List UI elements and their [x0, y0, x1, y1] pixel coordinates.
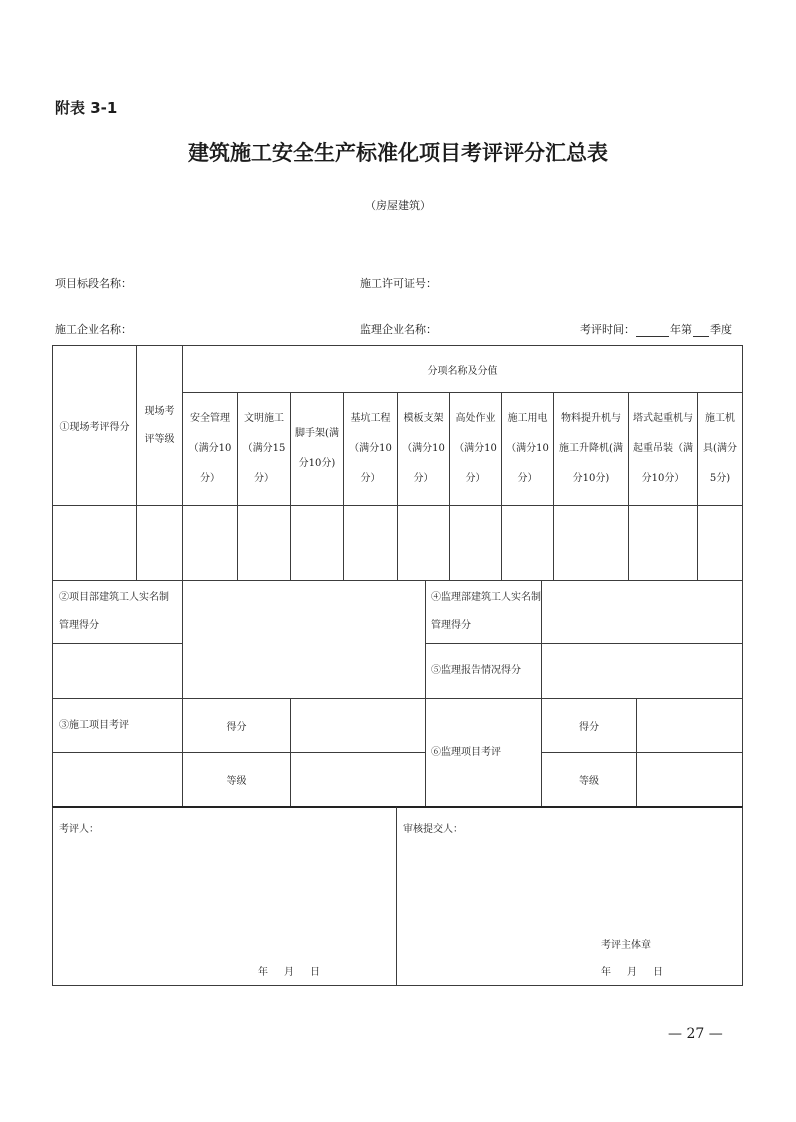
supervision-realname-header [425, 580, 542, 644]
onsite-score-label: ①现场考评得分 [59, 422, 130, 433]
construction-score-header [182, 698, 291, 753]
page-number: — 27 — [668, 1026, 723, 1042]
supervision-report-score-cell [541, 643, 743, 699]
supervision-eval-label: ⑥监理项目考评 [431, 746, 501, 758]
onsite-grade-label: 现场考评等级 [144, 405, 175, 445]
supervision-grade-cell [636, 752, 743, 807]
reviewer-date: 年 月 日 [601, 967, 666, 978]
evaluation-time-label: 考评时间： [580, 323, 635, 336]
item-label: 塔式起重机与起重吊装（满分10分） [633, 413, 693, 484]
evaluator-label: 考评人： [59, 824, 99, 835]
construction-score-cell [290, 698, 426, 753]
item-label: 文明施工（满分15分） [242, 413, 286, 484]
item-score-cell-2 [237, 505, 291, 581]
evaluator-date: 年 月 日 [258, 967, 323, 978]
item-label: 施工机具(满分5分) [703, 413, 737, 484]
construction-grade-label: 等级 [226, 776, 247, 787]
project-realname-score-cell [182, 580, 426, 699]
item-score-cell-6 [449, 505, 502, 581]
construction-permit-label: 施工许可证号： [360, 277, 437, 290]
project-realname-header [52, 580, 183, 644]
construction-eval-label: ③施工项目考评 [59, 719, 129, 731]
onsite-score-header [52, 345, 137, 506]
score-summary-table [52, 345, 743, 986]
construction-grade-header [182, 752, 291, 807]
item-label: 高处作业（满分10分） [454, 413, 497, 484]
item-label: 基坑工程（满分10分） [349, 413, 392, 484]
supervision-report-header [425, 643, 542, 699]
quarter-label: 季度 [710, 323, 732, 336]
supervision-grade-label: 等级 [579, 776, 599, 787]
supervision-company-label: 监理企业名称： [360, 323, 437, 336]
item-score-cell-8 [553, 505, 629, 581]
item-header-safety-management [182, 392, 238, 506]
item-label: 模板支架（满分10分） [402, 413, 445, 484]
item-score-cell-4 [343, 505, 398, 581]
item-label: 施工用电（满分10分） [506, 413, 549, 484]
item-header-work-at-height [449, 392, 502, 506]
reviewer-label: 审核提交人： [403, 824, 463, 835]
item-label: 物料提升机与施工升降机(满分10分) [559, 413, 623, 484]
year-label: 年第 [670, 323, 692, 336]
project-section-label: 项目标段名称： [55, 277, 132, 290]
item-score-cell-3 [290, 505, 344, 581]
item-label: 脚手架(满分10分) [295, 428, 339, 469]
item-score-cell-9 [628, 505, 698, 581]
form-title: 建筑施工安全生产标准化项目考评评分汇总表 [188, 140, 608, 165]
supervision-eval-header [425, 698, 542, 807]
item-header-construction-electricity [501, 392, 554, 506]
item-score-cell-5 [397, 505, 450, 581]
project-realname-blank-cell [52, 643, 183, 699]
supervision-report-label: ⑤监理报告情况得分 [431, 665, 521, 676]
construction-grade-cell [290, 752, 426, 807]
supervision-score-cell [636, 698, 743, 753]
supervision-score-header [541, 698, 637, 753]
form-subtitle: （房屋建筑） [365, 199, 431, 212]
project-realname-label: ②项目部建筑工人实名制管理得分 [59, 592, 169, 631]
attachment-label: 附表 3-1 [55, 99, 118, 117]
item-header-hoist [553, 392, 629, 506]
quarter-blank [693, 324, 709, 337]
evaluator-signature-cell [52, 806, 397, 986]
evaluation-time [580, 321, 732, 337]
item-header-tower-crane [628, 392, 698, 506]
construction-eval-blank-cell [52, 752, 183, 807]
onsite-grade-header [136, 345, 183, 506]
reviewer-signature-cell [396, 806, 743, 986]
items-header-label: 分项名称及分值 [427, 365, 498, 377]
item-header-foundation-pit [343, 392, 398, 506]
construction-eval-header [52, 698, 183, 753]
onsite-score-value-cell [52, 505, 137, 581]
item-header-civilized-construction [237, 392, 291, 506]
item-header-scaffolding [290, 392, 344, 506]
construction-score-label: 得分 [226, 722, 247, 733]
construction-company-label: 施工企业名称： [55, 323, 132, 336]
item-score-cell-1 [182, 505, 238, 581]
item-score-cell-10 [697, 505, 743, 581]
year-blank [636, 324, 669, 337]
onsite-grade-value-cell [136, 505, 183, 581]
item-label: 安全管理（满分10分） [188, 413, 232, 484]
evaluation-seal-label: 考评主体章 [601, 940, 651, 951]
item-header-construction-machinery [697, 392, 743, 506]
supervision-realname-label: ④监理部建筑工人实名制管理得分 [431, 592, 541, 631]
item-score-cell-7 [501, 505, 554, 581]
item-header-formwork-support [397, 392, 450, 506]
supervision-score-label: 得分 [579, 722, 599, 733]
supervision-realname-score-cell [541, 580, 743, 644]
items-header [182, 345, 743, 393]
supervision-grade-header [541, 752, 637, 807]
